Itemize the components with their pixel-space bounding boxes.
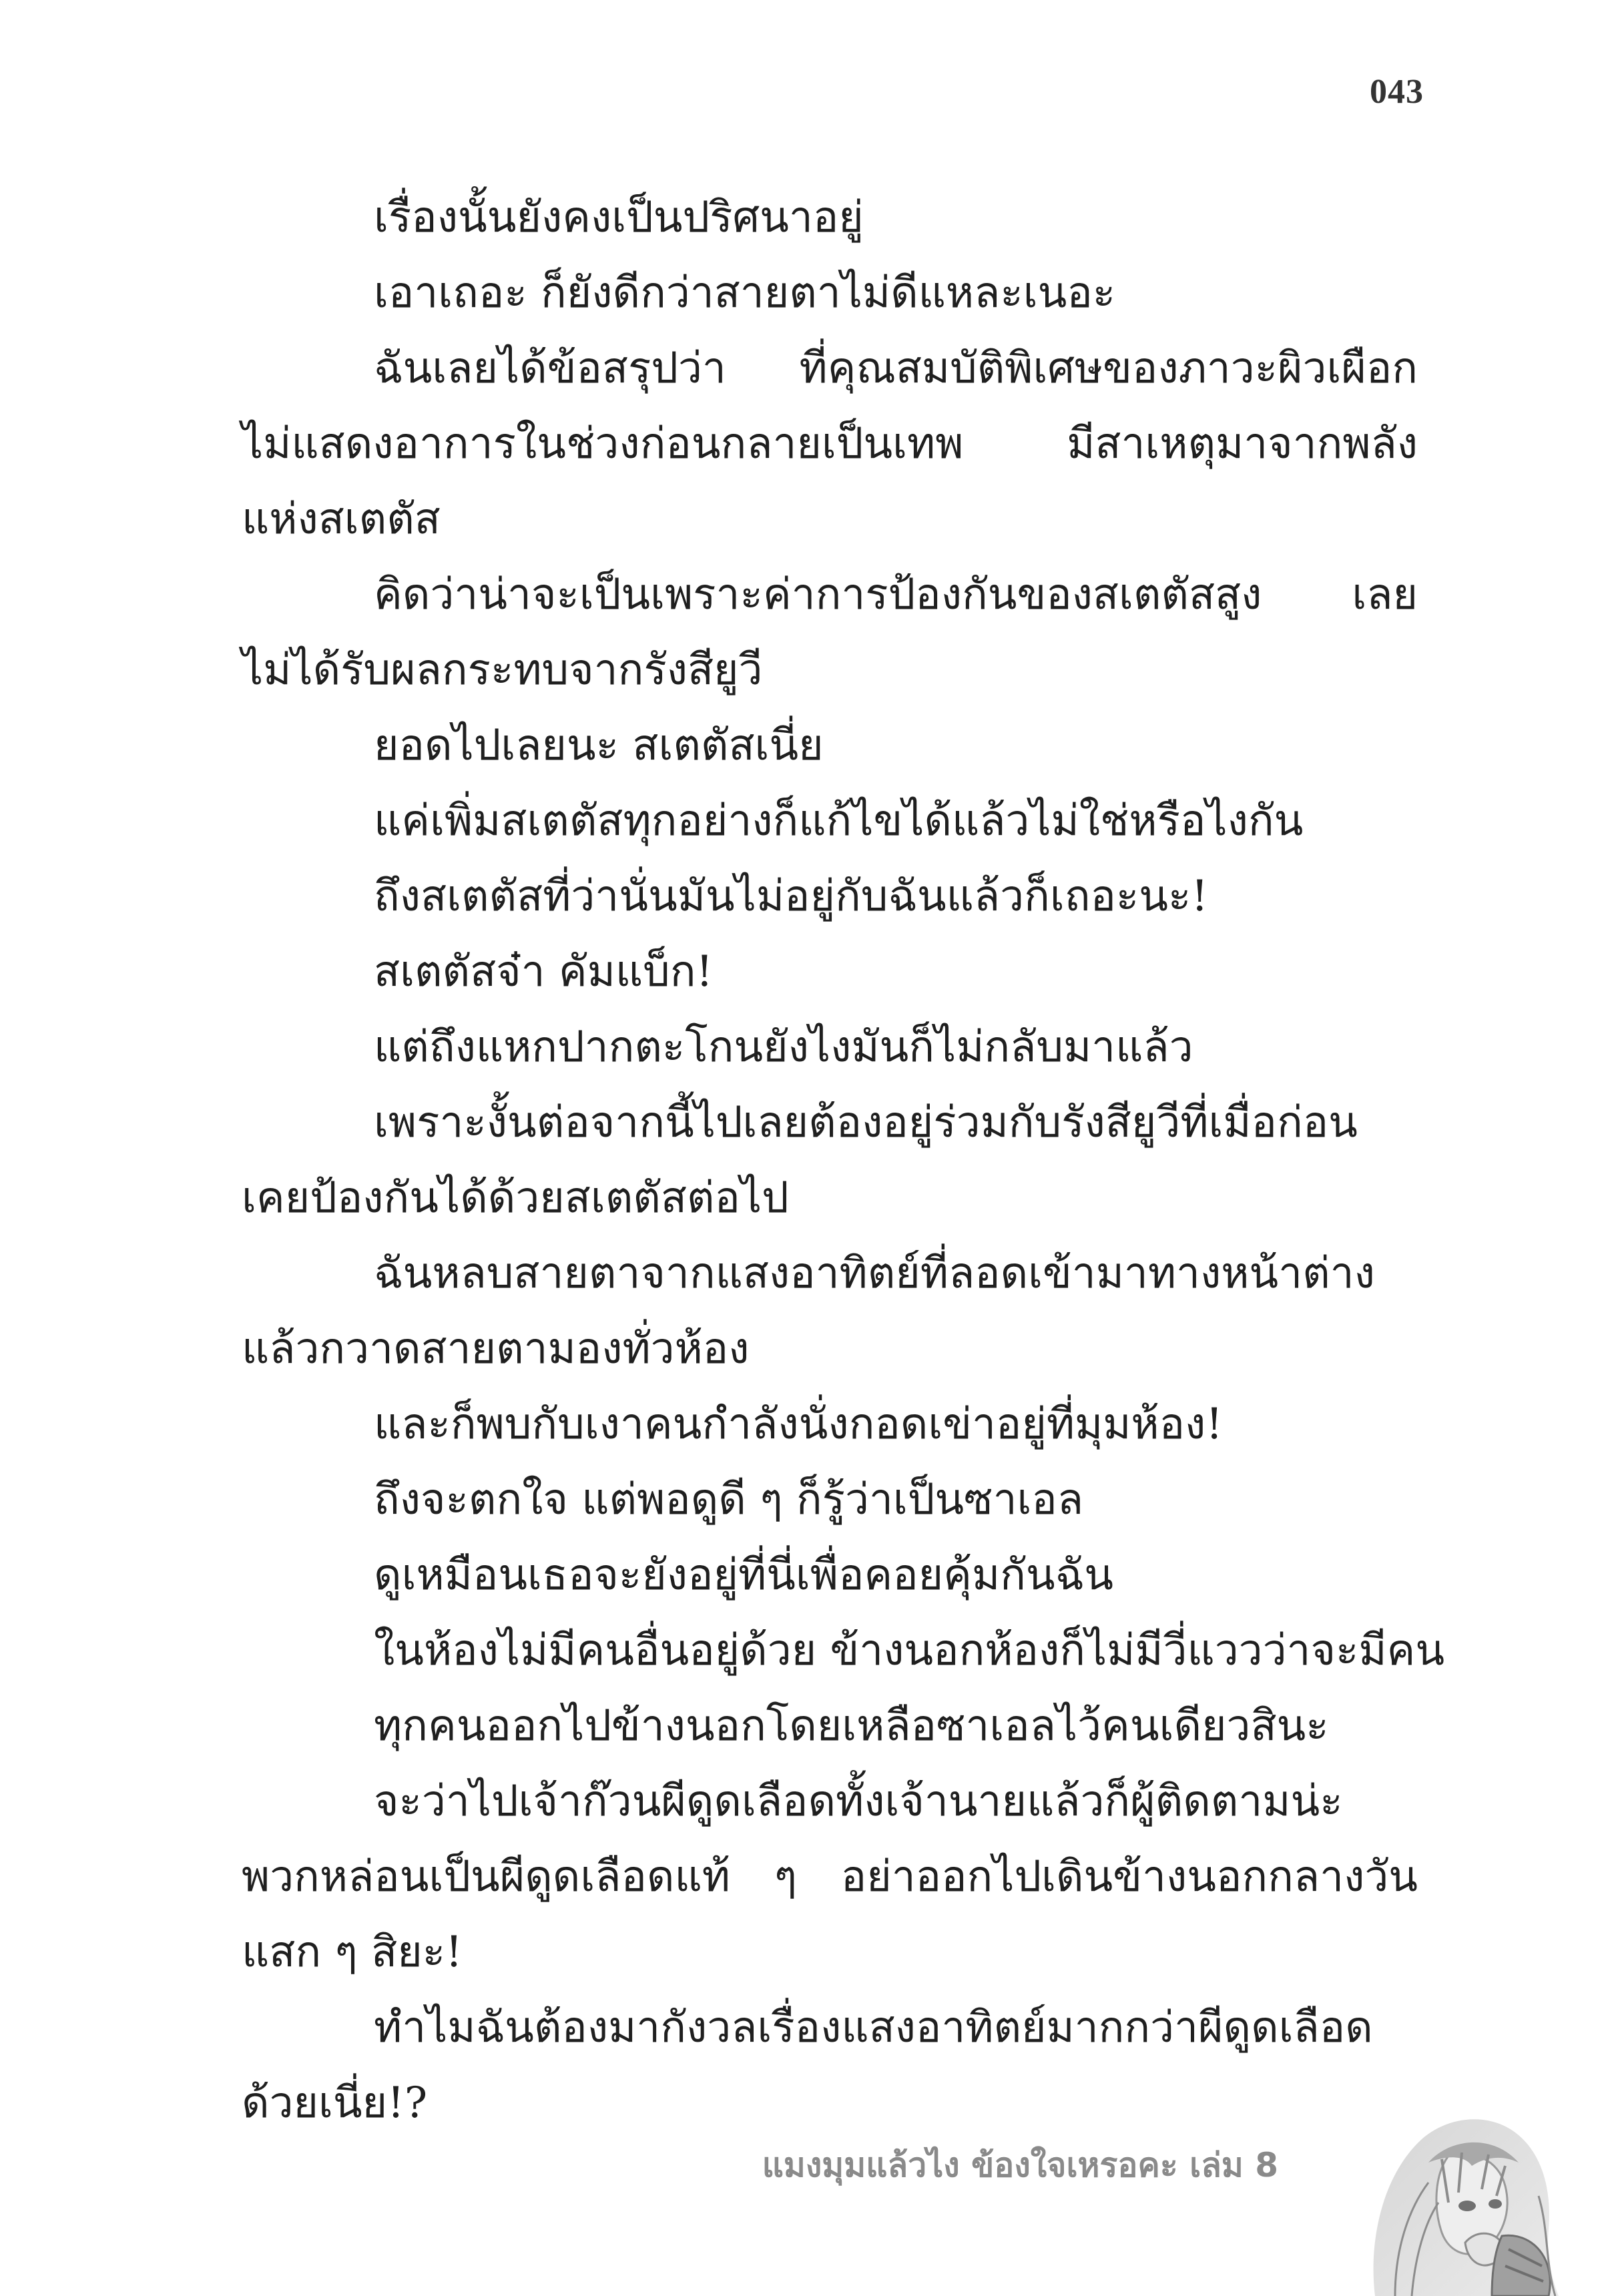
body-text <box>242 180 1445 2141</box>
paragraph-line: ทำไมฉันต้องมากังวลเรื่องแสงอาทิตย์มากกว่าผีดูดเลือด <box>374 2003 1373 2052</box>
paragraph-line: และก็พบกับเงาคนกำลังนั่งกอดเข่าอยู่ที่มุมห้อง! <box>374 1400 1223 1449</box>
paragraph <box>242 1613 1445 1689</box>
paragraph <box>242 1538 1418 1613</box>
paragraph-line: ในห้องไม่มีคนอื่นอยู่ด้วย ข้างนอกห้องก็ไม่มีวี่แววว่าจะมีคน <box>374 1626 1445 1675</box>
paragraph-line: ไม่ได้รับผลกระทบจากรังสียูวี <box>242 645 763 695</box>
running-footer-book-title: แมงมุมแล้วไง ข้องใจเหรอคะ เล่ม 8 <box>762 2146 1278 2185</box>
paragraph <box>242 1990 1418 2141</box>
paragraph <box>242 934 1418 1010</box>
character-sketch-icon <box>1348 2076 1569 2296</box>
paragraph-line: ฉันเลยได้ข้อสรุปว่า ที่คุณสมบัติพิเศษของภาวะผิวเผือก <box>374 344 1418 393</box>
paragraph <box>242 1387 1418 1462</box>
paragraph <box>242 180 1418 256</box>
paragraph-line: เอาเถอะ ก็ยังดีกว่าสายตาไม่ดีแหละเนอะ <box>374 268 1116 318</box>
paragraph <box>242 784 1418 859</box>
paragraph-line: เรื่องนั้นยังคงเป็นปริศนาอยู่ <box>374 193 864 242</box>
paragraph <box>242 1085 1418 1236</box>
paragraph <box>242 557 1418 708</box>
paragraph-line: สเตตัสจ๋า คัมแบ็ก! <box>374 947 714 996</box>
paragraph-line: เพราะงั้นต่อจากนี้ไปเลยต้องอยู่ร่วมกับรังสียูวีที่เมื่อก่อน <box>374 1098 1358 1147</box>
paragraph-line: ไม่แสดงอาการในช่วงก่อนกลายเป็นเทพ มีสาเหตุมาจากพลัง <box>242 419 1418 469</box>
paragraph-line: แห่งสเตตัส <box>242 495 441 544</box>
paragraph-line: ด้วยเนี่ย!? <box>242 2078 428 2128</box>
paragraph-line: ถึงจะตกใจ แต่พอดูดี ๆ ก็รู้ว่าเป็นซาเอล <box>374 1475 1084 1524</box>
paragraph <box>242 1764 1418 1990</box>
paragraph <box>242 1236 1418 1387</box>
paragraph <box>242 1462 1418 1538</box>
paragraph <box>242 859 1418 934</box>
paragraph <box>242 256 1418 331</box>
paragraph-line: แล้วกวาดสายตามองทั่วห้อง <box>242 1324 750 1374</box>
paragraph-line: เคยป้องกันได้ด้วยสเตตัสต่อไป <box>242 1173 789 1223</box>
paragraph-line: แค่เพิ่มสเตตัสทุกอย่างก็แก้ไขได้แล้วไม่ใช่หรือไงกัน <box>374 796 1304 846</box>
paragraph <box>242 1689 1418 1764</box>
paragraph-line: ยอดไปเลยนะ สเตตัสเนี่ย <box>374 721 824 770</box>
paragraph-line: พวกหล่อนเป็นผีดูดเลือดแท้ ๆ อย่าออกไปเดินข้างนอกกลางวัน <box>242 1852 1418 1902</box>
paragraph-line: แสก ๆ สิยะ! <box>242 1928 463 1977</box>
paragraph-line: แต่ถึงแหกปากตะโกนยังไงมันก็ไม่กลับมาแล้ว <box>374 1023 1193 1072</box>
paragraph-line: จะว่าไปเจ้าก๊วนผีดูดเลือดทั้งเจ้านายแล้วก็ผู้ติดตามน่ะ <box>374 1777 1343 1826</box>
paragraph-line: ถึงสเตตัสที่ว่านั่นมันไม่อยู่กับฉันแล้วก็เถอะนะ! <box>374 872 1209 921</box>
paragraph-line: ดูเหมือนเธอจะยังอยู่ที่นี่เพื่อคอยคุ้มกันฉัน <box>374 1550 1113 1600</box>
paragraph-line: คิดว่าน่าจะเป็นเพราะค่าการป้องกันของสเตตัสสูง เลย <box>374 570 1418 619</box>
paragraph <box>242 708 1418 784</box>
paragraph <box>242 331 1418 557</box>
page-number: 043 <box>1370 73 1424 111</box>
paragraph-line: ฉันหลบสายตาจากแสงอาทิตย์ที่ลอดเข้ามาทางหน้าต่าง <box>374 1249 1375 1298</box>
paragraph <box>242 1010 1418 1085</box>
paragraph-line: ทุกคนออกไปข้างนอกโดยเหลือซาเอลไว้คนเดียวสินะ <box>374 1701 1329 1751</box>
